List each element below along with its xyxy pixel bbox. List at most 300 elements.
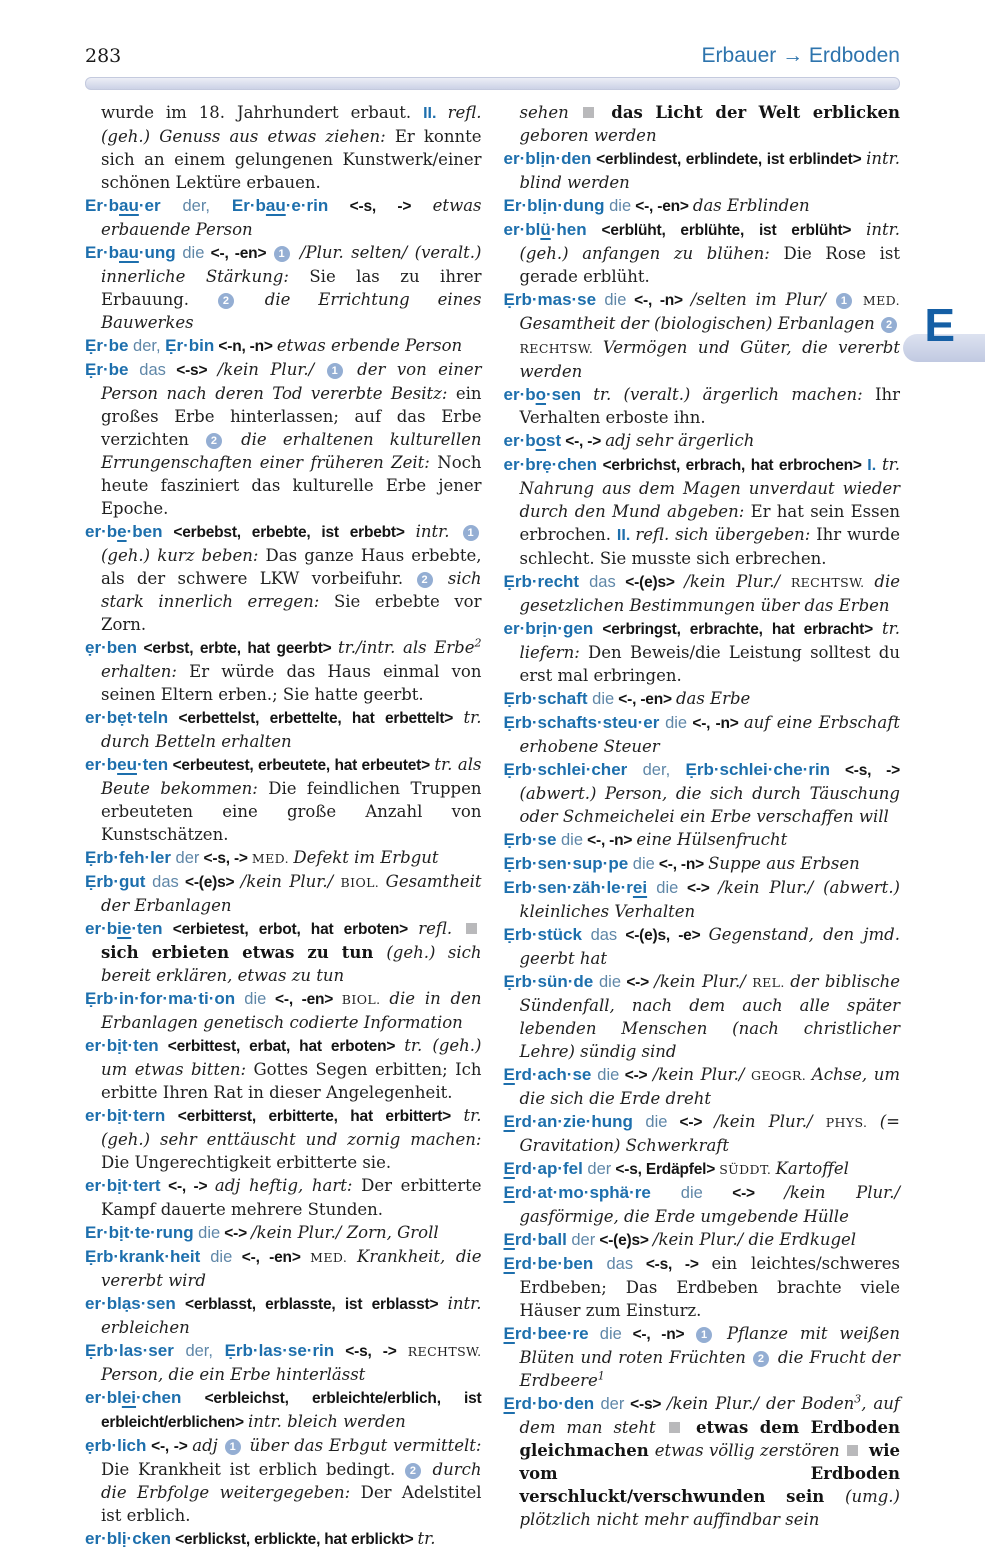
subject-label: RECHTSW.	[407, 1344, 482, 1359]
dictionary-entry	[504, 970, 901, 1063]
headword: er·b	[503, 385, 536, 404]
example-text: Er konnte sich an einem gelungenen Kunstwerk/einer schönen Lektüre erbauen.	[101, 127, 482, 192]
headword-stressed: au	[119, 196, 139, 215]
example-text: Die Rose ist gerade erblüht.	[519, 244, 900, 286]
definition-text: intr. erbleichen	[101, 1294, 482, 1337]
definition-text: Person, die ein Erbe hinterlässt	[101, 1365, 366, 1384]
article: der,	[160, 197, 232, 215]
article: der,	[128, 337, 166, 355]
definition-text: Gegenstand, den jmd. geerbt hat	[519, 925, 900, 968]
sense-roman-numeral: II.	[423, 105, 448, 122]
inflection-forms: <erbringst, erbrachte, hat erbracht>	[593, 621, 883, 638]
definition-text: tr./intr. als Erbe	[338, 638, 475, 657]
dictionary-entry	[85, 1034, 482, 1104]
headword: er·bl	[503, 220, 541, 239]
headword: Ẹr·be	[85, 360, 129, 379]
dictionary-entry	[85, 194, 482, 241]
dictionary-entry	[504, 876, 901, 923]
example-text: Ihr wurde schlecht. Sie musste sich erbrechen.	[519, 525, 901, 568]
inflection-forms: <-(e)s>	[178, 874, 241, 891]
superscript-number: 2	[474, 636, 482, 650]
definition-text: etwas völlig zerstören	[654, 1441, 846, 1460]
article: das	[145, 873, 179, 891]
dictionary-entry	[85, 520, 482, 636]
inflection-forms: <-, -n>	[583, 832, 637, 849]
subject-label: SÜDDT.	[719, 1162, 776, 1177]
definition-text: etwas erbende Person	[276, 336, 463, 355]
headword: Er·b	[85, 243, 119, 262]
sense-number-badge: 2	[881, 317, 897, 333]
definition-text: tr. als Beute bekommen:	[101, 755, 482, 798]
sense-number-badge: 1	[225, 1439, 241, 1455]
subject-label: PHYS.	[825, 1115, 880, 1130]
subject-label: MED.	[854, 293, 900, 308]
dictionary-entry	[504, 383, 901, 429]
sense-number-badge: 1	[274, 246, 290, 262]
inflection-forms: <erblasst, erblasste, ist erblasst>	[175, 1296, 448, 1313]
subject-label: RECHTSW.	[519, 341, 603, 356]
headword-stressed: E	[503, 1159, 515, 1178]
dictionary-entry	[504, 194, 901, 218]
definition-text: Gesamtheit der Erbanlagen	[101, 872, 482, 915]
headword: Er·b	[231, 196, 266, 215]
headword: Erb·sen·zäh·le·r	[503, 878, 633, 897]
article: die	[650, 1184, 703, 1202]
headword-stressed: ie	[117, 919, 132, 938]
definition-text: refl. (geh.) Genuss aus etwas ziehen:	[101, 103, 482, 146]
headword: Ẹr·be	[85, 336, 129, 355]
headword: Ẹrb·krank·heit	[85, 1247, 201, 1266]
headword: er·bẹt·teln	[85, 708, 169, 727]
inflection-forms: <-s, ->	[199, 850, 252, 867]
headword: Ẹrb·gut	[85, 872, 146, 891]
article: die	[596, 291, 627, 309]
headword-stressed: o	[535, 385, 547, 404]
example-text: wurde im 18. Jahrhundert erbaut.	[101, 103, 424, 122]
inflection-forms: <erbeutest, erbeutete, hat erbeutet>	[168, 757, 435, 774]
inflection-forms: <-s, ->	[830, 762, 900, 779]
example-text: Den Beweis/die Leistung solltest du erst mal erbringen.	[519, 643, 900, 685]
article: der	[582, 1160, 612, 1178]
dictionary-entry	[85, 101, 482, 194]
article: das	[593, 1255, 634, 1273]
inflection-forms: <erblindest, erblindete, ist erblindet>	[591, 151, 867, 168]
subject-label: BIOL.	[340, 875, 386, 890]
definition-text: Kartoffel	[775, 1159, 849, 1178]
sense-number-badge: 2	[753, 1351, 769, 1367]
entry-columns	[0, 101, 985, 1551]
idiom-square-icon	[669, 1422, 680, 1433]
headword: Ẹrb·schlei·che·rin	[685, 760, 831, 779]
article: der,	[627, 761, 686, 779]
inflection-forms: <-, ->	[160, 1178, 215, 1195]
inflection-forms: <->	[220, 1225, 252, 1242]
headword: ·hen	[550, 220, 587, 239]
headword: rd·ach·se	[514, 1065, 592, 1084]
headword: ẹr·ben	[85, 638, 137, 657]
headword-stressed: E	[503, 1183, 515, 1202]
headword: Er·blịn·dung	[503, 196, 605, 215]
dictionary-entry	[85, 1245, 482, 1292]
sense-number-badge: 2	[206, 433, 222, 449]
dictionary-entry	[504, 147, 901, 194]
headword: Ẹrb·sen·sup·pe	[503, 854, 629, 873]
headword: er·brịn·gen	[503, 619, 594, 638]
example-text: Ihr Verhalten erboste ihn.	[519, 385, 900, 427]
headword: ẹrb·lich	[85, 1436, 147, 1455]
headword: rd·ball	[514, 1230, 567, 1249]
idiom-square-icon	[847, 1445, 858, 1456]
headword: Ẹrb·in·for·ma·ti·on	[85, 989, 236, 1008]
inflection-forms: <-, -en>	[614, 691, 676, 708]
example-text: Noch heute fasziniert das kulturelle Erbe jener Epoche.	[101, 453, 482, 518]
headword: Ẹrb·mas·se	[503, 290, 597, 309]
inflection-forms: <-, -en>	[266, 991, 342, 1008]
definition-text: die Frucht der Erdbeere	[519, 1348, 901, 1390]
article: das	[128, 361, 166, 379]
dictionary-entry	[504, 758, 901, 828]
headword: er·bịt·tert	[85, 1176, 161, 1195]
subject-label: MED.	[310, 1250, 358, 1265]
sense-number-badge: 1	[327, 363, 343, 379]
subject-label: REL.	[752, 975, 791, 990]
definition-text: intr. (geh.) anfangen zu blühen:	[519, 220, 900, 263]
definition-text: etwas erbauende Person	[101, 196, 482, 239]
headword-stressed: o	[535, 431, 547, 450]
headword: er·bl	[85, 1388, 122, 1407]
dictionary-entry	[504, 711, 901, 758]
example-text: Die Ungerechtigkeit erbitterte sie.	[101, 1153, 392, 1172]
definition-text: /kein Plur./	[217, 360, 326, 379]
definition-text: tr.	[417, 1529, 436, 1548]
page-header	[0, 0, 985, 68]
inflection-forms: <->	[702, 1185, 785, 1202]
definition-text: tr. (geh.) um etwas bitten:	[101, 1036, 482, 1079]
headword: Ẹrb·schaft	[503, 689, 588, 708]
definition-text: , auf dem man steht	[519, 1394, 901, 1437]
idiom-phrase: etwas dem Erdboden gleichmachen	[519, 1418, 900, 1460]
headword: st	[546, 431, 562, 450]
dictionary-entry	[504, 852, 901, 876]
article: die	[200, 1248, 233, 1266]
column-right	[504, 101, 901, 1551]
article: die	[193, 1224, 221, 1242]
definition-text: die erhaltenen kulturellen Errungenschaften einer früheren Zeit:	[101, 430, 482, 472]
definition-text: /kein Plur./	[714, 1112, 826, 1131]
definition-text: die Errichtung eines Bauwerkes	[101, 290, 482, 332]
headword: Ẹrb·stück	[503, 925, 582, 944]
sense-roman-numeral: I.	[867, 457, 883, 474]
definition-text: tr. Nahrung aus dem Magen unverdaut wieder durch den Mund abgeben:	[519, 455, 900, 521]
dictionary-entry	[85, 1104, 482, 1174]
inflection-forms: <erbrichst, erbrach, hat erbrochen>	[597, 457, 868, 474]
example-text: Der erbitterte Kampf dauerte mehrere Stunden.	[101, 1176, 482, 1219]
headword-stressed: E	[503, 1112, 515, 1131]
inflection-forms: <-, -en>	[232, 1249, 311, 1266]
subject-label: GEOGR.	[751, 1068, 812, 1083]
inflection-forms: <erbitterst, erbitterte, hat erbittert>	[165, 1108, 464, 1125]
dictionary-entry	[85, 1221, 482, 1245]
headword: Ẹrb·las·se·rin	[224, 1341, 335, 1360]
article: die	[556, 831, 584, 849]
definition-text: /kein Plur./	[654, 972, 753, 991]
article: der	[594, 1395, 625, 1413]
definition-text: auf eine Erbschaft erhobene Steuer	[519, 713, 900, 756]
definition-text: Defekt im Erbgut	[293, 848, 439, 867]
idiom-phrase: sich erbieten etwas zu tun	[101, 943, 387, 962]
inflection-forms: <-, ->	[561, 433, 606, 450]
definition-text: Achse, um die sich die Erde dreht	[519, 1065, 900, 1108]
headword: er·b	[85, 522, 118, 541]
headword: Ẹrb·se	[503, 830, 557, 849]
dictionary-entry	[85, 1434, 482, 1527]
definition-text: sehen	[519, 103, 581, 122]
definition-text: /kein Plur./	[240, 872, 341, 891]
dictionary-entry	[85, 334, 482, 358]
dictionary-entry	[85, 1527, 482, 1551]
definition-text: refl.	[418, 919, 464, 938]
inflection-forms: <-, ->	[146, 1438, 193, 1455]
definition-text: das Erblinden	[692, 196, 810, 215]
definition-text: /selten im Plur/	[690, 290, 835, 309]
sense-number-badge: 1	[463, 525, 479, 541]
definition-text: refl. sich übergeben:	[635, 525, 817, 544]
definition-text: tr. durch Betteln erhalten	[101, 708, 482, 751]
inflection-forms: <erbietest, erbot, hat erboten>	[162, 921, 419, 938]
definition-text: intr.	[415, 522, 462, 541]
dictionary-entry	[85, 1339, 482, 1386]
headword-stressed: E	[503, 1230, 515, 1249]
definition-text: /kein Plur./ Zorn, Groll	[251, 1223, 439, 1242]
inflection-forms: <->	[621, 974, 655, 991]
inflection-forms: <-n, -n>	[214, 338, 277, 355]
definition-text: (= Gravitation) Schwerkraft	[519, 1112, 900, 1155]
inflection-forms: <-(e)s>	[615, 574, 685, 591]
headword: ·ung	[138, 243, 176, 262]
inflection-forms: <->	[667, 1114, 715, 1131]
example-text: Die Krankheit ist erblich bedingt.	[101, 1460, 404, 1479]
definition-text: tr. (veralt.) ärgerlich machen:	[580, 385, 875, 404]
headword: rd·ap·fel	[514, 1159, 583, 1178]
definition-text: adj sehr ärgerlich	[605, 431, 755, 450]
definition-text: /kein Plur./ (abwert.) kleinliches Verhalten	[519, 878, 900, 921]
headword: er·blị·cken	[85, 1529, 171, 1548]
headword-stressed: ei	[121, 1388, 137, 1407]
definition-text: erhalten:	[101, 662, 190, 681]
dictionary-entry	[504, 1228, 901, 1252]
subject-label: BIOL.	[341, 992, 390, 1007]
dictionary-entry	[504, 429, 901, 453]
sense-number-badge: 2	[405, 1463, 421, 1479]
dictionary-entry	[504, 1181, 901, 1228]
example-text: ein großes Erbe hinterlassen; auf das Erbe verzichten	[101, 384, 482, 449]
column-left	[85, 101, 482, 1551]
dictionary-entry	[85, 1174, 482, 1221]
dictionary-entry	[504, 570, 901, 617]
example-text: ein leichtes/schweres Erdbeben; Das Erdbeben brachte viele Häuser zum Einsturz.	[519, 1254, 900, 1320]
inflection-forms: <->	[619, 1067, 653, 1084]
article: der,	[173, 1342, 225, 1360]
dictionary-entry	[85, 753, 482, 846]
dictionary-entry	[85, 870, 482, 917]
dictionary-entry	[504, 1110, 901, 1157]
subject-label: MED.	[251, 851, 294, 866]
inflection-forms: <-, -n>	[654, 856, 709, 873]
inflection-forms: <-, -n>	[621, 1326, 696, 1343]
article: die	[588, 1325, 622, 1343]
article: das	[579, 573, 616, 591]
article: die	[591, 1066, 620, 1084]
headword: rd·an·zie·hung	[514, 1112, 633, 1131]
dictionary-entry	[504, 1157, 901, 1181]
headword-stressed: E	[503, 1324, 515, 1343]
headword: Ẹrb·sün·de	[503, 972, 594, 991]
idiom-square-icon	[466, 923, 477, 934]
example-text: Gottes Segen erbitten; Ich erbitte Ihren Rat in dieser Angelegenheit.	[101, 1060, 482, 1102]
definition-text: Vermögen und Güter, die vererbt werden	[519, 338, 900, 381]
guide-words: Erbauer → Erdboden	[701, 44, 900, 67]
headword: er·b	[85, 919, 118, 938]
inflection-forms: <-(e)s, -e>	[617, 927, 709, 944]
inflection-forms: <-, -n>	[687, 715, 744, 732]
article: die	[659, 714, 688, 732]
dictionary-entry	[85, 917, 482, 987]
definition-text: der biblische Sündenfall, nach dem auch alle später lebenden Menschen (nach christlicher Lehre) sündig sind	[519, 972, 900, 1061]
inflection-forms: <-s, Erdäpfel>	[611, 1161, 720, 1178]
article: die	[632, 1113, 668, 1131]
article: die	[604, 197, 632, 215]
headword-stressed: e	[117, 522, 127, 541]
headword: Er·b	[85, 196, 119, 215]
superscript-number: 1	[597, 1369, 605, 1383]
definition-text: (abwert.) Person, die sich durch Täuschung oder Schmeichelei ein Erbe verschaffen will	[519, 784, 900, 826]
subject-label: RECHTSW.	[790, 575, 875, 590]
headword: er·blịn·den	[503, 149, 592, 168]
dictionary-entry	[504, 923, 901, 970]
definition-text: durch die Erbfolge weitergegeben:	[101, 1460, 482, 1502]
headword: Ẹrb·schafts·steu·er	[503, 713, 660, 732]
idiom-square-icon	[583, 107, 594, 118]
inflection-forms: <-s, ->	[328, 198, 433, 215]
inflection-forms: <-s, ->	[633, 1256, 712, 1273]
inflection-forms: <->	[678, 880, 719, 897]
headword: Ẹrb·recht	[503, 572, 580, 591]
definition-text: /kein Plur./	[652, 1065, 752, 1084]
definition-text: adj	[192, 1436, 224, 1455]
dictionary-entry	[85, 358, 482, 520]
definition-text: /kein Plur./ die Erdkugel	[652, 1230, 857, 1249]
dictionary-entry	[85, 706, 482, 753]
dictionary-entry	[504, 218, 901, 288]
headword: ·ten	[131, 919, 163, 938]
headword: rd·bee·re	[514, 1324, 589, 1343]
thumb-index-letter: E	[924, 299, 955, 351]
dictionary-entry	[85, 636, 482, 706]
definition-text: (geh.) kurz beben:	[101, 546, 266, 565]
example-text: Der Adelstitel ist erblich.	[101, 1483, 482, 1525]
definition-text: die in den Erbanlagen genetisch codierte Information	[101, 989, 482, 1032]
dictionary-entry	[85, 241, 482, 334]
definition-text: tr. (geh.) sehr enttäuscht und zornig machen:	[101, 1106, 482, 1149]
headword: ·sen	[546, 385, 581, 404]
definition-text: Suppe aus Erbsen	[708, 854, 860, 873]
inflection-forms: <erbleichst, erbleichte/erblich, ist erbleicht/erblichen>	[101, 1390, 482, 1431]
sense-number-badge: 2	[417, 572, 433, 588]
headword: Ẹrb·schlei·cher	[503, 760, 628, 779]
definition-text: Gesamtheit der (biologischen) Erbanlagen	[519, 314, 880, 333]
definition-text: die gesetzlichen Bestimmungen über das Erben	[519, 572, 900, 615]
headword: Ẹrb·feh·ler	[85, 848, 171, 867]
inflection-forms: <erbebst, erbebte, ist erbebt>	[162, 524, 416, 541]
inflection-forms: <erblüht, erblühte, ist erblüht>	[586, 222, 867, 239]
dictionary-entry	[504, 828, 901, 852]
headword-stressed: E	[503, 1254, 515, 1273]
headword: ·chen	[136, 1388, 182, 1407]
article: die	[235, 990, 267, 1008]
dictionary-entry	[504, 1252, 901, 1322]
article: die	[647, 879, 679, 897]
dictionary-entry	[85, 1386, 482, 1434]
dictionary-entry	[85, 846, 482, 870]
definition-text: /kein Plur./ gasförmige, die Erde umgebende Hülle	[519, 1183, 901, 1226]
dictionary-entry	[504, 1063, 901, 1110]
headword-stressed: ei	[632, 878, 648, 897]
inflection-forms: <erbittest, erbat, hat erboten>	[158, 1038, 405, 1055]
dictionary-entry	[504, 288, 901, 383]
article: die	[175, 244, 205, 262]
headword: ·er	[138, 196, 161, 215]
headword: ·ten	[136, 755, 169, 774]
definition-text: tr. liefern:	[519, 619, 900, 662]
superscript-number: 3	[854, 1392, 862, 1406]
headword: er·brẹ·chen	[503, 455, 598, 474]
headword: er·bịt·ten	[85, 1036, 159, 1055]
inflection-forms: <-s>	[624, 1396, 668, 1413]
idiom-phrase: wie vom Erdboden verschluckt/verschwunden sein	[519, 1441, 900, 1506]
headword: er·bịt·tern	[85, 1106, 166, 1125]
article: der	[566, 1231, 596, 1249]
dictionary-entry	[504, 101, 901, 147]
inflection-forms: <-, -n>	[626, 292, 691, 309]
inflection-forms: <-s>	[165, 362, 218, 379]
headword: rd·at·mo·sphä·re	[514, 1183, 651, 1202]
definition-text: /Plur. selten/ (veralt.) innerliche Stärkung:	[101, 243, 482, 286]
example-text: Er hat sein Essen erbrochen.	[519, 502, 900, 544]
definition-text: Pflanze mit weißen Blüten und roten Früchten	[519, 1324, 900, 1367]
inflection-forms: <-, -en>	[631, 198, 693, 215]
sense-number-badge: 1	[836, 293, 852, 309]
idiom-phrase: das Licht der Welt erblicken	[598, 103, 900, 122]
definition-text: über das Erbgut vermittelt:	[243, 1436, 482, 1455]
article: der	[170, 849, 200, 867]
definition-text: eine Hülsenfrucht	[636, 830, 788, 849]
example-text: Die feindlichen Truppen erbeuteten eine große Anzahl von Kunstschätzen.	[101, 779, 482, 844]
article: die	[587, 690, 615, 708]
headword: Ẹr·bin	[165, 336, 215, 355]
definition-text: (umg.) plötzlich nicht mehr auffindbar sein	[519, 1487, 900, 1529]
example-text: Er würde das Haus einmal von seinen Eltern erben.; Sie hatte geerbt.	[101, 662, 482, 704]
definition-text: intr. bleich werden	[247, 1412, 406, 1431]
sense-number-badge: 1	[696, 1327, 712, 1343]
definition-text: intr. blind werden	[519, 149, 900, 192]
inflection-forms: <-s, ->	[334, 1343, 408, 1360]
page-number: 283	[85, 45, 122, 67]
headword: ·ben	[126, 522, 163, 541]
dictionary-entry	[85, 987, 482, 1034]
definition-text: geboren werden	[519, 126, 657, 145]
dictionary-entry	[85, 1292, 482, 1339]
article: das	[581, 926, 618, 944]
